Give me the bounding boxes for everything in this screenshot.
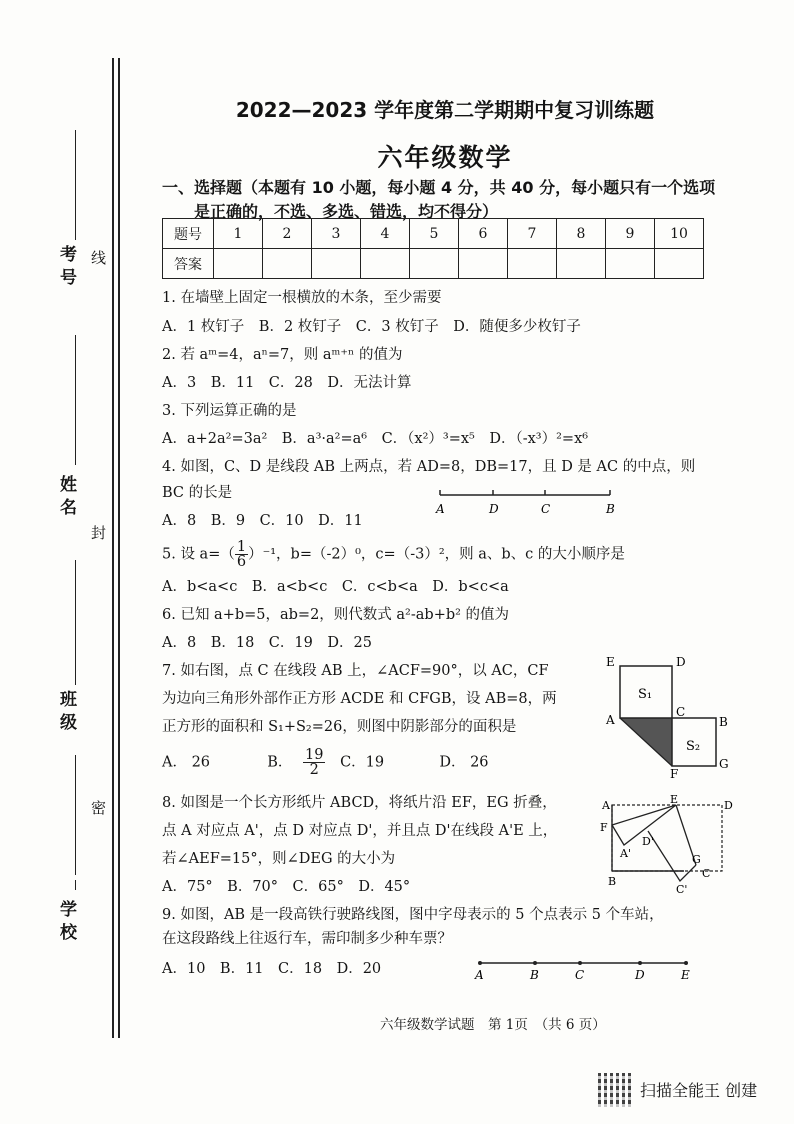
q7-label-a: A	[606, 713, 615, 727]
q5-options: A．b<a<c B．a<b<c C．c<b<a D．b<c<a	[162, 579, 509, 595]
q-number-cell: 4	[361, 219, 410, 249]
answer-cell[interactable]	[361, 249, 410, 279]
qr-code-icon	[598, 1073, 632, 1107]
q-number-cell: 9	[606, 219, 655, 249]
section-heading-line1: 一、选择题（本题有 10 小题，每小题 4 分，共 40 分，每小题只有一个选项	[162, 178, 716, 197]
answer-table-number-row	[163, 219, 704, 249]
q2-stem: 2. 若 aᵐ=4，aⁿ=7，则 aᵐ⁺ⁿ 的值为	[162, 347, 403, 363]
section-heading-line2: 是正确的，不选、多选、错选，均不得分）	[194, 202, 499, 221]
q6-stem: 6. 已知 a+b=5，ab=2，则代数式 a²-ab+b² 的值为	[162, 607, 510, 623]
secret-char: 密	[89, 800, 107, 815]
name-blank	[75, 335, 76, 465]
q9-station-c	[578, 961, 582, 965]
row-label-number: 题号	[163, 219, 214, 249]
q8-fold-ef	[612, 805, 676, 825]
q-number-cell: 6	[459, 219, 508, 249]
q7-option-c: C．19	[340, 754, 385, 771]
binding-line-inner	[118, 58, 120, 1038]
page-footer: 六年级数学试题 第 1页 （共 6 页）	[380, 1017, 606, 1033]
answer-cell[interactable]	[459, 249, 508, 279]
answer-cell[interactable]	[214, 249, 263, 279]
q7-label-b: B	[719, 715, 728, 729]
binding-line-outer	[112, 58, 114, 1038]
q1-stem: 1. 在墙壁上固定一根横放的木条，至少需要	[162, 290, 442, 306]
q5-frac-den: 6	[236, 554, 247, 570]
q9-label-e: E	[681, 968, 690, 982]
row-label-answer: 答案	[163, 249, 214, 279]
q8-stem-3: 若∠AEF=15°，则∠DEG 的大小为	[162, 851, 396, 867]
q4-label-a: A	[436, 502, 445, 516]
q9-station-e	[684, 961, 688, 965]
q9-label-a: A	[475, 968, 484, 982]
q3-stem: 3. 下列运算正确的是	[162, 403, 297, 419]
q4-stem-2: BC 的长是	[162, 485, 233, 501]
q8-label-a-prime: A'	[620, 847, 631, 860]
q9-label-d: D	[635, 968, 645, 982]
q-number-cell: 3	[312, 219, 361, 249]
q8-label-f: F	[600, 821, 608, 834]
q5-frac-num: 1	[236, 539, 247, 555]
q9-stem: 9. 如图，AB 是一段高铁行驶路线图，图中字母表示的 5 个点表示 5 个车站，	[162, 907, 664, 923]
q7-squares-figure	[600, 650, 740, 780]
q7-option-b: B．	[267, 754, 293, 771]
q7-b-num: 19	[305, 747, 324, 763]
q4-label-b: B	[606, 502, 615, 516]
q4-options: A．8 B．9 C．10 D．11	[162, 513, 363, 529]
exam-no-label: 考号	[56, 245, 76, 291]
q3-options: A．a+2a²=3a² B．a³·a²=a⁶ C．（x²）³=x⁵ D．（-x³）²=x⁶	[162, 431, 589, 447]
q7-label-s1: S₁	[638, 687, 653, 702]
answer-cell[interactable]	[655, 249, 704, 279]
q8-stem-2: 点 A 对应点 A'，点 D 对应点 D'，并且点 D'在线段 A'E 上，	[162, 823, 558, 839]
answer-cell[interactable]	[508, 249, 557, 279]
class-blank	[75, 560, 76, 685]
q4-stem: 4. 如图，C、D 是线段 AB 上两点，若 AD=8，DB=17，且 D 是 AC 的中点，则	[162, 459, 696, 475]
q9-route-figure	[468, 955, 698, 985]
answer-cell[interactable]	[606, 249, 655, 279]
q7-options	[162, 748, 489, 777]
q8-fold-figure	[596, 795, 736, 895]
answer-cell[interactable]	[263, 249, 312, 279]
q8-label-g: G	[692, 853, 701, 866]
q5-fraction	[235, 540, 248, 569]
class-label: 班级	[56, 690, 76, 736]
q8-label-d-prime: D'	[642, 835, 654, 848]
section-heading	[162, 176, 742, 224]
q7-label-e: E	[606, 655, 615, 669]
q9-station-d	[638, 961, 642, 965]
name-label: 姓名	[56, 475, 76, 521]
q-number-cell: 7	[508, 219, 557, 249]
q9-label-c: C	[575, 968, 585, 982]
q7-label-d: D	[676, 655, 686, 669]
q7-option-b-fraction	[303, 748, 325, 777]
answer-cell[interactable]	[410, 249, 459, 279]
q7-label-f: F	[670, 767, 679, 781]
q7-b-den: 2	[309, 762, 319, 778]
q-number-cell: 5	[410, 219, 459, 249]
q9-station-b	[533, 961, 537, 965]
answer-cell[interactable]	[312, 249, 361, 279]
q8-label-b: B	[608, 875, 617, 888]
q4-segment-figure	[430, 485, 630, 521]
q-number-cell: 2	[263, 219, 312, 249]
q1-options: A．1 枚钉子 B．2 枚钉子 C．3 枚钉子 D．随便多少枚钉子	[162, 319, 581, 335]
q2-options: A．3 B．11 C．28 D．无法计算	[162, 375, 412, 391]
q8-options: A．75° B．70° C．65° D．45°	[162, 879, 411, 895]
q8-label-d: D	[724, 799, 733, 812]
scanner-watermark	[640, 1078, 757, 1101]
q9-options: A．10 B．11 C．18 D．20	[162, 961, 382, 977]
answer-cell[interactable]	[557, 249, 606, 279]
q8-flap-d	[648, 831, 696, 881]
answer-table-answer-row	[163, 249, 704, 279]
q8-stem: 8. 如图是一个长方形纸片 ABCD，将纸片沿 EF，EG 折叠，	[162, 795, 557, 811]
q5-stem	[162, 540, 625, 569]
q7-label-s2: S₂	[686, 739, 701, 754]
q7-stem: 7. 如右图，点 C 在线段 AB 上，∠ACF=90°，以 AC，CF	[162, 663, 549, 679]
q9-label-b: B	[530, 968, 539, 982]
answer-table	[162, 218, 704, 279]
q8-label-c-prime: C'	[676, 883, 688, 896]
school-blank	[75, 880, 76, 890]
school-label: 学校	[56, 900, 76, 946]
q4-label-d: D	[489, 502, 499, 516]
class-blank-2	[75, 755, 76, 875]
watermark-text: 扫描全能王 创建	[640, 1081, 758, 1100]
q5-stem-pre: 5. 设 a=（	[162, 546, 235, 563]
q7-option-a: A． 26	[162, 754, 211, 771]
q-number-cell: 1	[214, 219, 263, 249]
seal-char: 封	[89, 525, 107, 540]
q8-label-e: E	[670, 793, 679, 806]
line-char: 线	[89, 250, 107, 265]
q-number-cell: 8	[557, 219, 606, 249]
q7-option-d: D． 26	[439, 754, 489, 771]
q7-stem-3: 正方形的面积和 S₁+S₂=26，则图中阴影部分的面积是	[162, 719, 517, 735]
q8-label-a: A	[602, 799, 610, 812]
q5-stem-post: ）⁻¹，b=（-2）⁰，c=（-3）²，则 a、b、c 的大小顺序是	[248, 546, 625, 563]
q9-stem-2: 在这段路线上往返行车，需印制多少种车票？	[162, 931, 452, 947]
subject-title: 六年级数学	[377, 143, 513, 172]
q4-label-c: C	[541, 502, 551, 516]
exam-title: 2022—2023 学年度第二学期期中复习训练题	[235, 98, 655, 122]
q-number-cell: 10	[655, 219, 704, 249]
q7-label-c: C	[676, 705, 686, 719]
q8-label-c: C	[702, 867, 711, 880]
q9-station-a	[478, 961, 482, 965]
q7-label-g: G	[719, 757, 729, 771]
q7-stem-2: 为边向三角形外部作正方形 ACDE 和 CFGB，设 AB=8，两	[162, 691, 557, 707]
q6-options: A．8 B．18 C．19 D．25	[162, 635, 372, 651]
